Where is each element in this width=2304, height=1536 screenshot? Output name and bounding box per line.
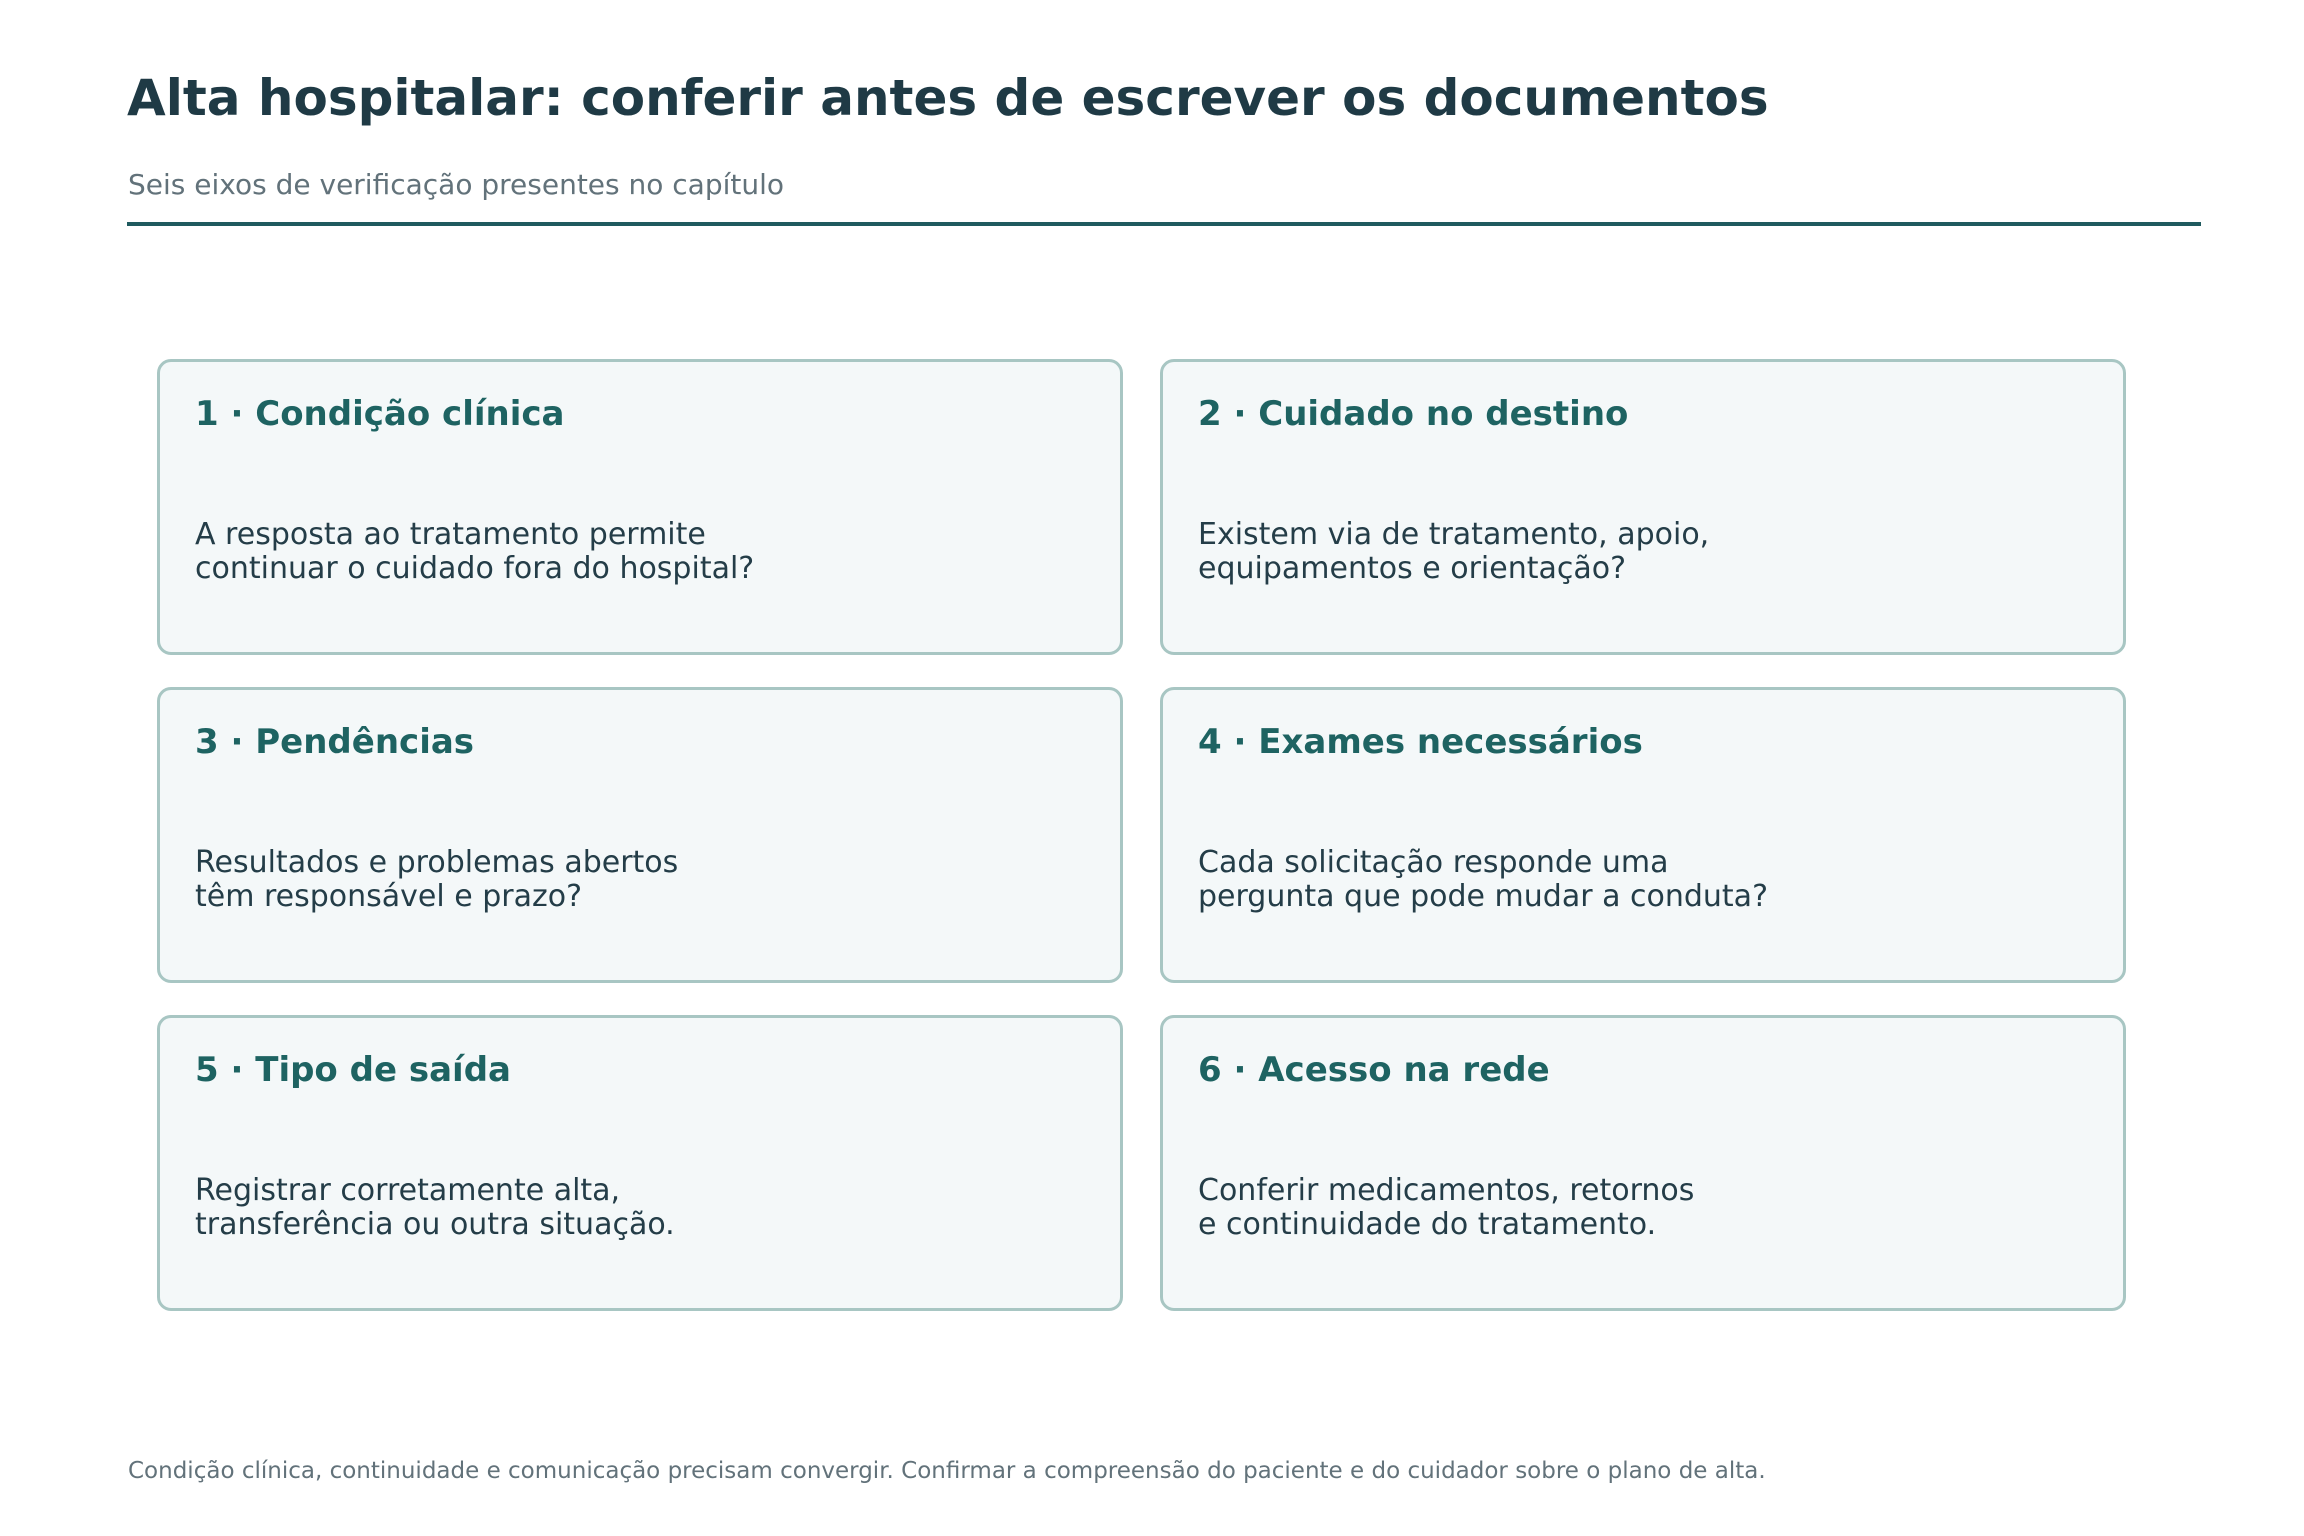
card-question: [1198, 518, 2078, 586]
checklist-card-pending-items: [157, 687, 1123, 983]
card-title: 4 · Exames necessários: [1198, 722, 1643, 762]
card-question: [1198, 1174, 2078, 1242]
card-question: [195, 518, 1075, 586]
card-question-line: têm responsável e prazo?: [195, 879, 583, 914]
card-question-line: equipamentos e orientação?: [1198, 551, 1627, 586]
card-question-line: Registrar corretamente alta,: [195, 1173, 621, 1208]
checklist-card-care-destination: [1160, 359, 2126, 655]
card-question: [195, 846, 1075, 914]
checklist-card-clinical-condition: [157, 359, 1123, 655]
checklist-card-discharge-type: [157, 1015, 1123, 1311]
card-question-line: Resultados e problemas abertos: [195, 845, 679, 880]
card-question-line: pergunta que pode mudar a conduta?: [1198, 879, 1768, 914]
page-title: Alta hospitalar: conferir antes de escrever os documentos: [127, 69, 1769, 127]
card-title: 2 · Cuidado no destino: [1198, 394, 1629, 434]
footer-note: Condição clínica, continuidade e comunicação precisam convergir. Confirmar a compreensão do paciente e do cuidador sobre o plano de alta.: [128, 1458, 1766, 1484]
card-title: 1 · Condição clínica: [195, 394, 565, 434]
card-title: 5 · Tipo de saída: [195, 1050, 511, 1090]
title-divider: [127, 222, 2201, 226]
page-subtitle: Seis eixos de verificação presentes no capítulo: [128, 168, 785, 201]
card-question-line: e continuidade do tratamento.: [1198, 1207, 1657, 1242]
card-title: 3 · Pendências: [195, 722, 475, 762]
card-title: 6 · Acesso na rede: [1198, 1050, 1550, 1090]
card-question: [195, 1174, 1075, 1242]
card-question-line: Conferir medicamentos, retornos: [1198, 1173, 1695, 1208]
card-question-line: transferência ou outra situação.: [195, 1207, 675, 1242]
card-question-line: continuar o cuidado fora do hospital?: [195, 551, 755, 586]
checklist-card-network-access: [1160, 1015, 2126, 1311]
card-question-line: Existem via de tratamento, apoio,: [1198, 517, 1710, 552]
card-question: [1198, 846, 2078, 914]
card-question-line: A resposta ao tratamento permite: [195, 517, 706, 552]
checklist-card-required-exams: [1160, 687, 2126, 983]
card-question-line: Cada solicitação responde uma: [1198, 845, 1669, 880]
